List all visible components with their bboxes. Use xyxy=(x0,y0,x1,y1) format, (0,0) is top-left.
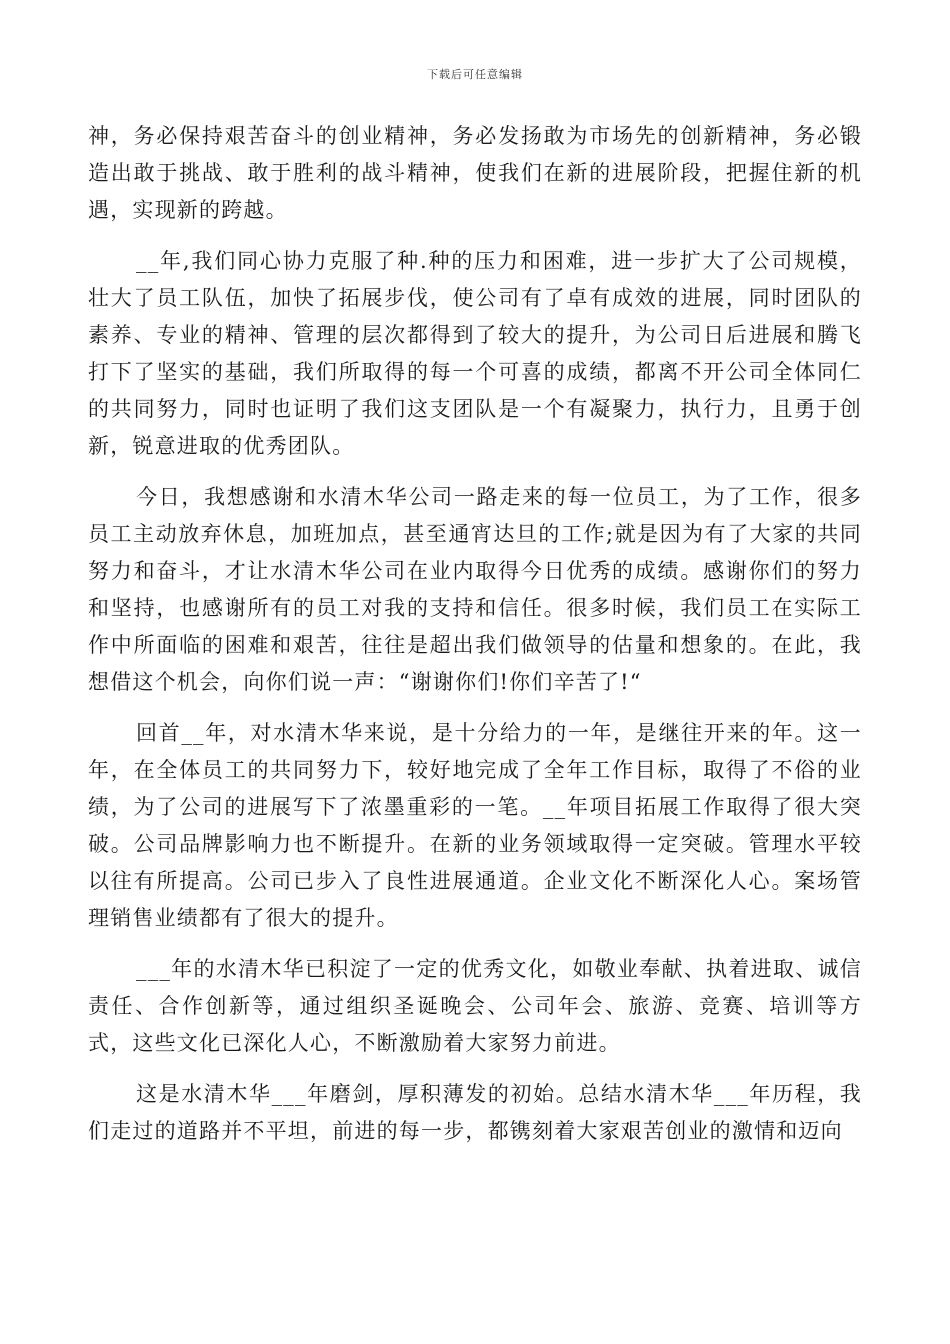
paragraph-3: 今日，我想感谢和水清木华公司一路走来的每一位员工，为了工作，很多员工主动放弃休息，加班加点，甚至通宵达旦的工作;就是因为有了大家的共同努力和奋斗，才让水清木华公司在业内取得今日优秀的成绩。感谢你们的努力和坚持，也感谢所有的员工对我的支持和信任。很多时候，我们员工在实际工作中所面临的困难和艰苦，往往是超出我们做领导的估量和想象的。在此，我想借这个机会，向你们说一声：“谢谢你们!你们辛苦了!“ xyxy=(88,485,862,694)
paragraph-5: ___年的水清木华已积淀了一定的优秀文化，如敬业奉献、执着进取、诚信责任、合作创新等，通过组织圣诞晚会、公司年会、旅游、竞赛、培训等方式，这些文化已深化人心，不断激励着大家努力前进。 xyxy=(88,957,862,1055)
paragraph-4: 回首__年，对水清木华来说，是十分给力的一年，是继往开来的年。这一年，在全体员工的共同努力下，较好地完成了全年工作目标，取得了不俗的业绩，为了公司的进展写下了浓墨重彩的一笔。__年项目拓展工作取得了很大突破。公司品牌影响力也不断提升。在新的业务领域取得一定突破。管理水平较以往有所提高。公司已步入了良性进展通道。企业文化不断深化人心。案场管理销售业绩都有了很大的提升。 xyxy=(88,721,862,930)
paragraph-6: 这是水清木华___年磨剑，厚积薄发的初始。总结水清木华___年历程，我们走过的道路并不平坦，前进的每一步，都镌刻着大家艰苦创业的激情和迈向 xyxy=(88,1082,862,1143)
page-header: 下载后可任意编辑 xyxy=(427,68,523,81)
document-body xyxy=(88,118,862,1164)
paragraph-2: __年,我们同心协力克服了种.种的压力和困难，进一步扩大了公司规模，壮大了员工队伍，加快了拓展步伐，使公司有了卓有成效的进展，同时团队的素养、专业的精神、管理的层次都得到了较大的提升，为公司日后进展和腾飞打下了坚实的基础，我们所取得的每一个可喜的成绩，都离不开公司全体同仁的共同努力，同时也证明了我们这支团队是一个有凝聚力，执行力，且勇于创新，锐意进取的优秀团队。 xyxy=(88,249,862,458)
paragraph-1: 神，务必保持艰苦奋斗的创业精神，务必发扬敢为市场先的创新精神，务必锻造出敢于挑战、敢于胜利的战斗精神，使我们在新的进展阶段，把握住新的机遇，实现新的跨越。 xyxy=(88,124,862,222)
